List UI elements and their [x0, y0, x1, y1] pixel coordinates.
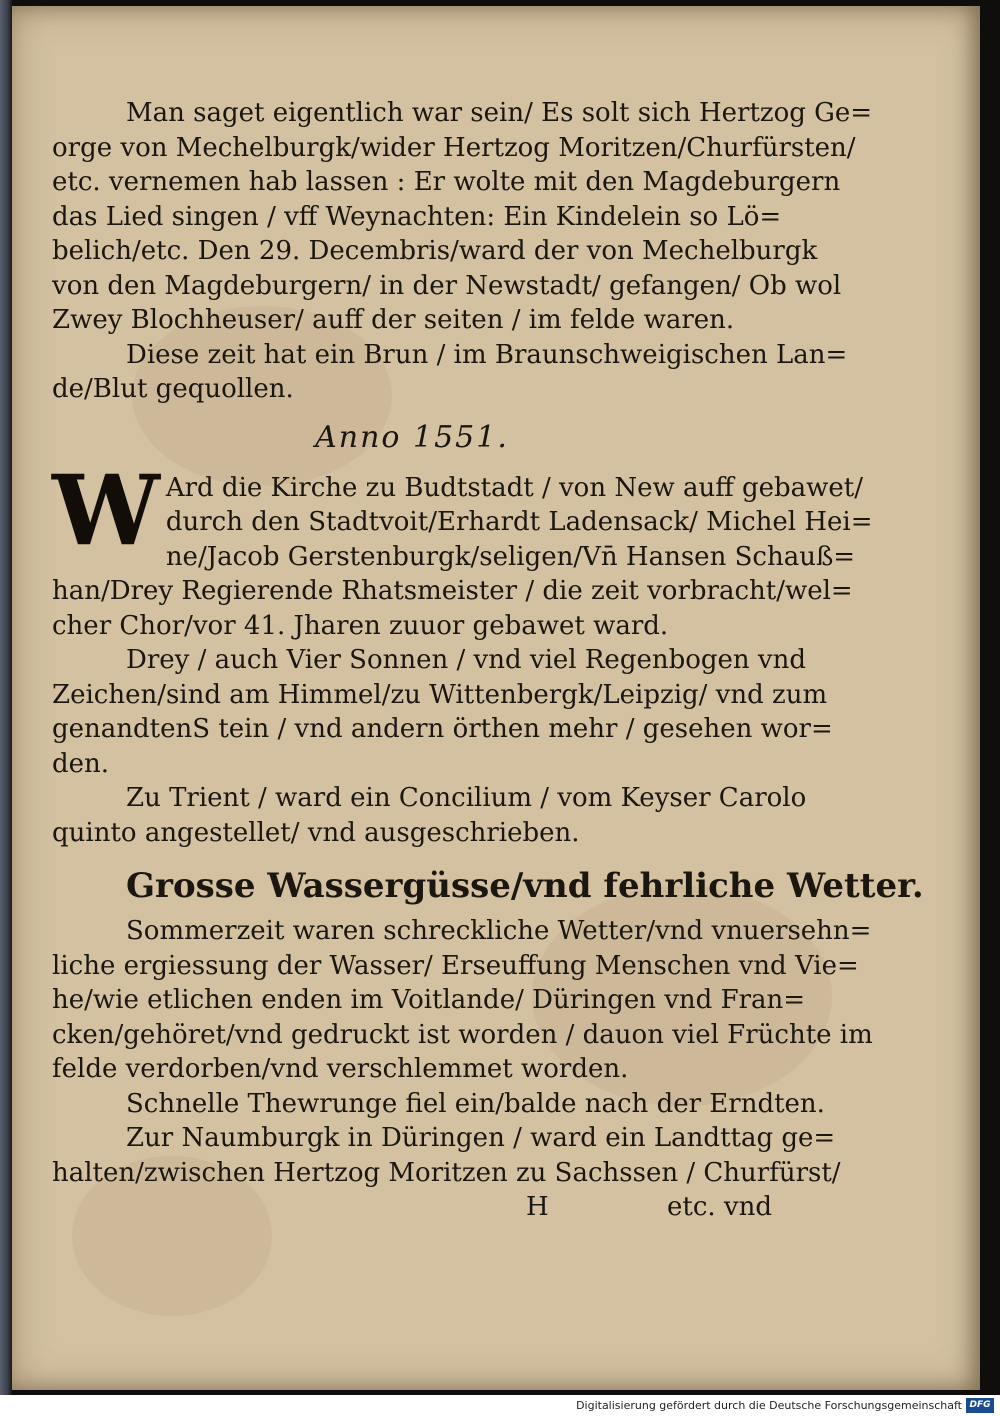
paragraph-group-a: [52, 96, 873, 407]
text-line: he/wie etlichen enden im Voitlande/ Düringen vnd Fran=: [52, 985, 806, 1015]
text-line: belich/etc. Den 29. Decembris/ward der von Mechelburgk: [52, 236, 818, 266]
text-line: Diese zeit hat ein Brun / im Braunschweigischen Lan=: [126, 339, 848, 370]
text-line: quinto angestellet/ vnd ausgeschrieben.: [52, 817, 580, 848]
text-line: ne/Jacob Gerstenburgk/seligen/Vn̄ Hansen Schauß=: [165, 541, 856, 572]
paragraph-group-c: [52, 914, 873, 1190]
text-line: Ard die Kirche zu Budtstadt / von New auff gebawet/: [165, 472, 864, 503]
text-line: genandtenS tein / vnd andern örthen mehr / gesehen wor=: [52, 714, 833, 744]
text-line: Schnelle Thewrunge fiel ein/balde nach der Erndten.: [126, 1088, 825, 1119]
text-line: Sommerzeit waren schreckliche Wetter/vnd vnuersehn=: [126, 916, 872, 946]
signature-mark: H: [526, 1192, 549, 1222]
funding-credit: Digitalisierung gefördert durch die Deutsche Forschungsgemeinschaft: [576, 1399, 962, 1412]
catchword-line: [52, 1190, 772, 1225]
book-binding-edge: [0, 0, 12, 1395]
text-line: durch den Stadtvoit/Erhardt Ladensack/ Michel Hei=: [165, 507, 873, 537]
text-line: liche ergiessung der Wasser/ Erseuffung Menschen vnd Vie=: [52, 950, 859, 981]
text-line: etc. vernemen hab lassen : Er wolte mit den Magdeburgern: [52, 167, 841, 197]
text-line: Zu Trient / ward ein Concilium / vom Keyser Carolo: [126, 783, 807, 813]
text-line: den.: [52, 748, 110, 779]
text-line: orge von Mechelburgk/wider Hertzog Moritzen/Churfürsten/: [52, 132, 856, 163]
text-line: Man saget eigentlich war sein/ Es solt sich Hertzog Ge=: [126, 98, 873, 128]
text-line: Drey / auch Vier Sonnen / vnd viel Regenbogen vnd: [126, 645, 807, 675]
text-line: felde verdorben/vnd verschlemmet worden.: [52, 1054, 629, 1084]
section-heading: Grosse Wassergüsse/vnd fehrliche Wetter.: [126, 866, 924, 906]
page-text: [52, 96, 924, 1225]
drop-cap-initial: W: [52, 453, 160, 567]
text-line: Zeichen/sind am Himmel/zu Wittenbergk/Leipzig/ vnd zum: [52, 679, 828, 710]
text-line: halten/zwischen Hertzog Moritzen zu Sachssen / Churfürst/: [52, 1157, 841, 1188]
text-line: han/Drey Regierende Rhatsmeister / die zeit vorbracht/wel=: [52, 576, 853, 606]
text-line: cher Chor/vor 41. Jharen zuuor gebawet ward.: [52, 610, 669, 641]
text-line: Zur Naumburgk in Düringen / ward ein Landttag ge=: [126, 1123, 836, 1153]
book-page: [12, 6, 980, 1390]
text-line: von den Magdeburgern/ in der Newstadt/ gefangen/ Ob wol: [52, 270, 842, 301]
text-line: cken/gehöret/vnd gedruckt ist worden / dauon viel Früchte im: [52, 1019, 873, 1050]
year-heading: Anno 1551.: [315, 419, 509, 455]
footer-bar: [0, 1395, 1000, 1417]
paragraph-group-b: [52, 453, 873, 851]
text-line: das Lied singen / vff Weynachten: Ein Kindelein so Lö=: [52, 201, 782, 232]
text-line: Zwey Blochheuser/ auff der seiten / im felde waren.: [52, 305, 735, 335]
text-line: de/Blut gequollen.: [52, 374, 294, 404]
dfg-logo: DFG: [966, 1398, 994, 1413]
catchword: etc. vnd: [666, 1192, 772, 1222]
